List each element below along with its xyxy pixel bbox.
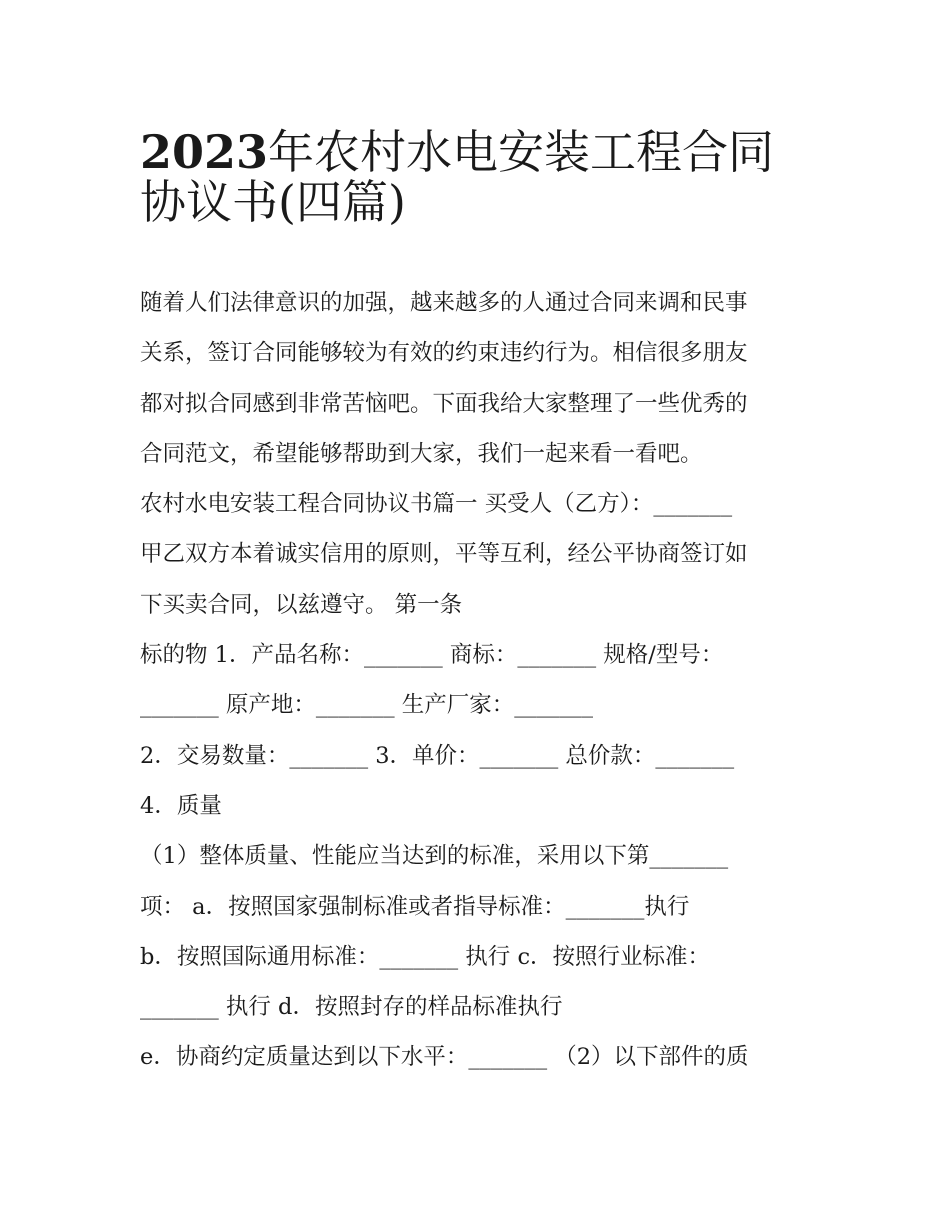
title-line-1 (140, 112, 830, 179)
title-line-1-text: 年农村水电安装工程合同 (268, 125, 775, 179)
body-line: 标的物 1．产品名称：_______ 商标：_______ 规格/型号： (140, 642, 724, 669)
body-line: b．按照国际通用标准：_______ 执行 c．按照行业标准： (140, 943, 711, 970)
body-line: 随着人们法律意识的加强，越来越多的人通过合同来调和民事 (140, 290, 748, 316)
body-line: 下买卖合同，以兹遵守。 第一条 (140, 591, 463, 618)
title-line-2: 协议书(四篇) (140, 175, 406, 230)
body-line: 4．质量 (140, 792, 222, 819)
body-line: 甲乙双方本着诚实信用的原则，平等互利，经公平协商签订如 (140, 541, 748, 568)
body-line: _______ 原产地：_______ 生产厂家：_______ (140, 692, 594, 719)
document-body (140, 278, 820, 1083)
title-year: 2023 (140, 125, 269, 179)
body-line: 关系，签订合同能够较为有效的约束违约行为。相信很多朋友 (140, 340, 748, 367)
body-line: 2．交易数量：_______ 3．单价：_______ 总价款：_______ (140, 742, 735, 769)
body-line: （1）整体质量、性能应当达到的标准，采用以下第_______ (140, 843, 729, 870)
body-line: 农村水电安装工程合同协议书篇一 买受人（乙方）：_______ (140, 491, 733, 518)
body-line: 合同范文，希望能够帮助到大家，我们一起来看一看吧。 (140, 440, 703, 467)
body-line: 项： a．按照国家强制标准或者指导标准：_______执行 (140, 893, 690, 920)
body-line: 都对拟合同感到非常苦恼吧。下面我给大家整理了一些优秀的 (140, 390, 748, 417)
body-line: _______ 执行 d．按照封存的样品标准执行 (140, 994, 563, 1021)
body-line: e．协商约定质量达到以下水平：_______ （2）以下部件的质 (140, 1044, 749, 1071)
document-title (140, 112, 830, 230)
